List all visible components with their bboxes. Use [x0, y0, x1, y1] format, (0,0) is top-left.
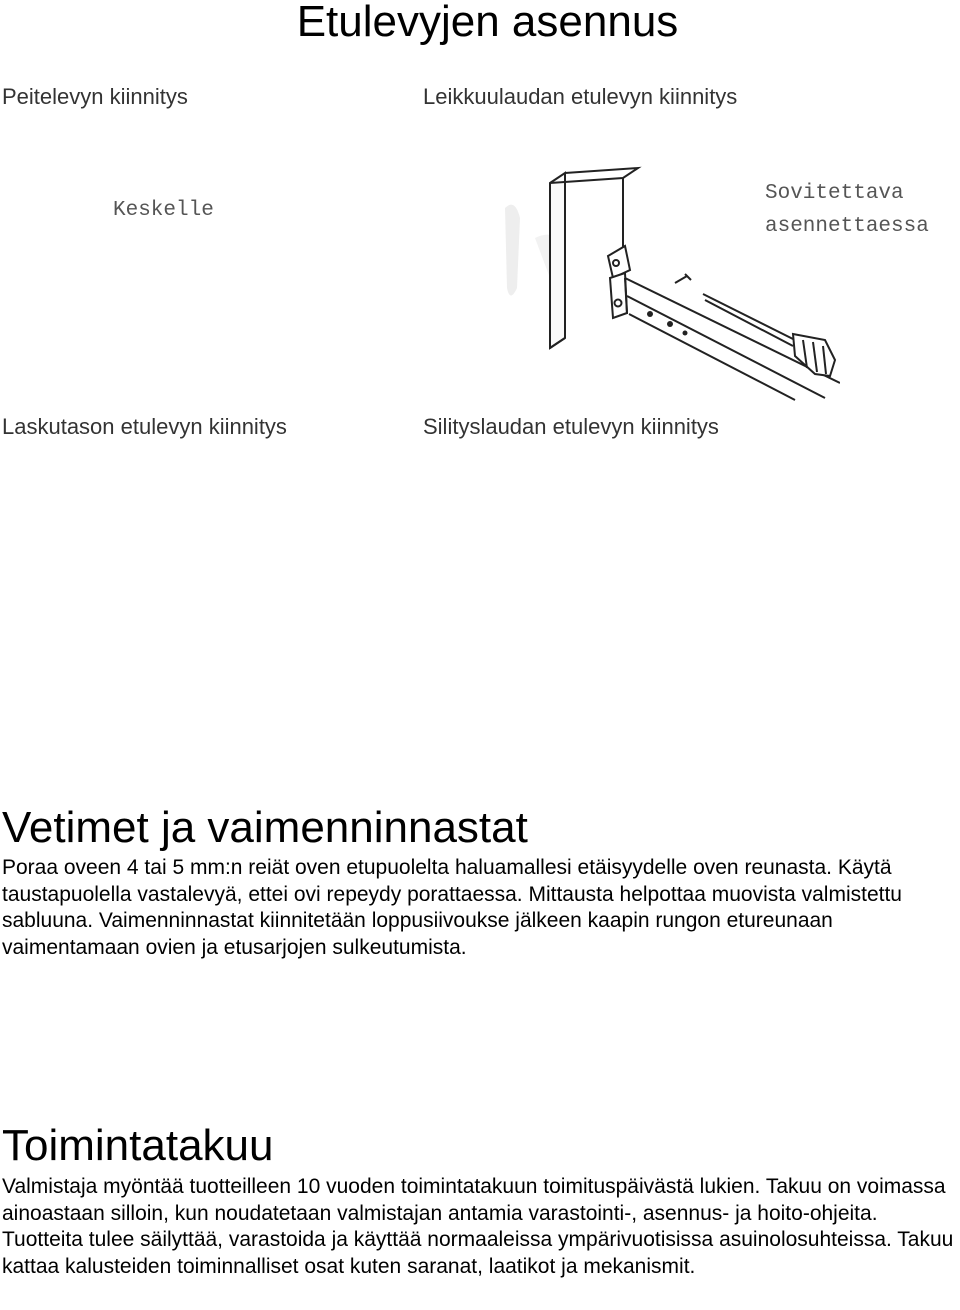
page-title: Etulevyjen asennus: [296, 0, 679, 46]
laskutaso-label: Laskutason etulevyn kiinnitys: [2, 414, 287, 439]
silityslauta-label: Silityslaudan etulevyn kiinnitys: [423, 414, 719, 439]
keskelle-label: Keskelle: [113, 199, 214, 222]
toimintatakuu-body: Valmistaja myöntää tuotteilleen 10 vuoden toimintatakuun toimituspäivästä lukien. Takuu on voimassa ainoastaan silloin, kun noudatetaan valmistajan antamia varastointi-, asennus- ja hoito-ohjeita. Tuotteita tulee säilyttää, varastoida ja käyttää normaaleissa ympärivuotisissa asuinolosuhteissa. Takuu kattaa kalusteiden toiminnalliset osat kuten saranat, laatikot ja mekanismit.: [2, 1175, 954, 1278]
vetimet-body: Poraa oveen 4 tai 5 mm:n reiät oven etupuolelta haluamallesi etäisyydelle oven reunasta. Käytä taustapuolella vastalevyä, ettei ovi repeydy porattaessa. Mittausta helpottaa muovista valmistettu sabluuna. Vaimenninnastat kiinnitetään loppusiivoukse jälkeen kaapin rungon etureunaan vaimentamaan ovien ja etusarjojen sulkeutumista.: [2, 856, 902, 959]
asennettaessa-label: asennettaessa: [765, 215, 929, 238]
drawer-front-screwdriver-illustration: [495, 128, 840, 406]
toimintatakuu-heading: Toimintatakuu: [2, 1121, 274, 1170]
peitelevy-label: Peitelevyn kiinnitys: [2, 84, 188, 109]
vetimet-heading: Vetimet ja vaimenninnastat: [2, 803, 528, 852]
leikkuulauta-label: Leikkuulaudan etulevyn kiinnitys: [423, 84, 738, 109]
sovitettava-label: Sovitettava: [765, 182, 904, 205]
